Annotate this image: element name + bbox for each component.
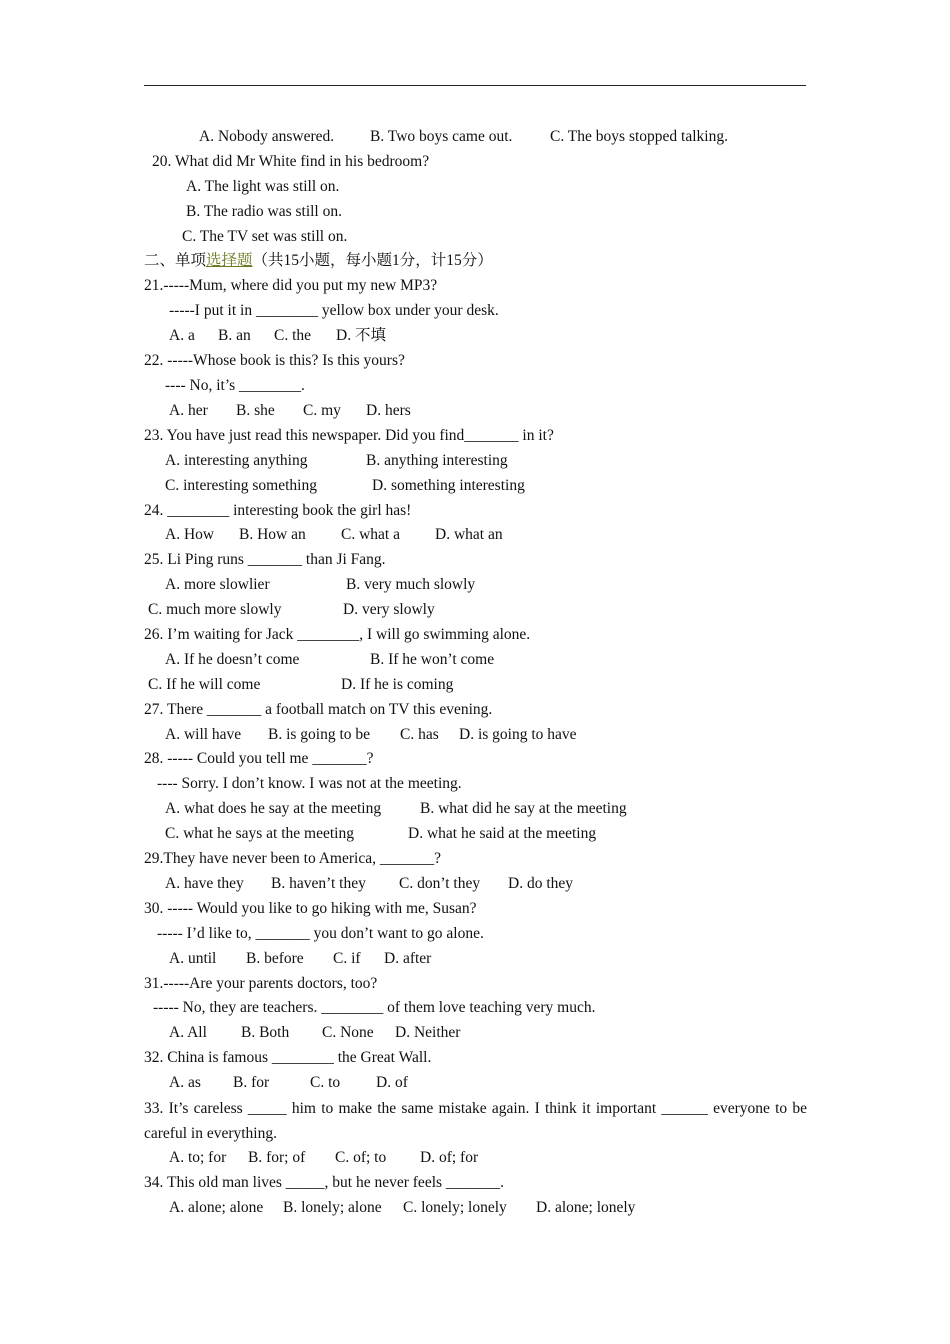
q25-option-c: C. much more slowly [148,601,282,618]
q33-option-a: A. to; for [169,1149,227,1166]
q19-option-c: C. The boys stopped talking. [550,128,728,145]
q29-option-a: A. have they [165,875,244,892]
q31-option-b: B. Both [241,1024,290,1041]
q20-question: 20. What did Mr White find in his bedroom? [152,153,430,170]
q22-option-a: A. her [169,402,208,419]
q22-option-d: D. hers [366,402,411,419]
q33-option-c: C. of; to [335,1149,387,1166]
q30-option-c: C. if [333,950,361,967]
q26-option-d: D. If he is coming [341,676,454,693]
q21-option-c: C. the [274,327,312,344]
q23-option-a: A. interesting anything [165,452,308,469]
q21-options [0,326,950,346]
q28-options-row1 [0,799,950,819]
q19-option-b: B. Two boys came out. [370,128,513,145]
q27-option-a: A. will have [165,726,242,743]
q24-line1: 24. ________ interesting book the girl has! [144,502,412,519]
q33-options [0,1148,950,1168]
q31-line2: ----- No, they are teachers. ________ of them love teaching very much. [153,999,596,1016]
q28-option-d: D. what he said at the meeting [408,825,597,842]
q28-line1: 28. ----- Could you tell me _______? [144,750,374,767]
q31-options [0,1023,950,1043]
q23-option-c: C. interesting something [165,477,317,494]
section-heading-suffix: （共15小题，每小题1分，计15分） [252,252,493,269]
q20-option-b: B. The radio was still on. [186,203,342,220]
q30-option-d: D. after [384,950,432,967]
q29-option-c: C. don’t they [399,875,481,892]
q25-options-row1 [0,575,950,595]
q29-line1: 29.They have never been to America, _______? [144,850,441,867]
q24-options [0,525,950,545]
header-rule [144,85,806,86]
q24-option-d: D. what an [435,526,503,543]
q32-option-d: D. of [376,1074,408,1091]
q22-line2: ---- No, it’s ________. [165,377,305,394]
q28-option-a: A. what does he say at the meeting [165,800,382,817]
q21-option-b: B. an [218,327,251,344]
q21-option-a: A. a [169,327,195,344]
q34-options [0,1198,950,1218]
q34-line1: 34. This old man lives _____, but he never feels _______. [144,1174,505,1191]
q33-text: 33. It’s careless _____ him to make the same mistake again. I think it important ______ everyone to be careful in everything. [144,1100,807,1142]
q26-option-c: C. If he will come [148,676,261,693]
q32-option-c: C. to [310,1074,341,1091]
q32-line1: 32. China is famous ________ the Great Wall. [144,1049,432,1066]
q31-line1: 31.-----Are your parents doctors, too? [144,975,378,992]
q23-options-row1 [0,451,950,471]
q34-option-b: B. lonely; alone [283,1199,382,1216]
q22-line1: 22. -----Whose book is this? Is this yours? [144,352,405,369]
q32-option-b: B. for [233,1074,270,1091]
q31-option-c: C. None [322,1024,374,1041]
q23-line1: 23. You have just read this newspaper. Did you find_______ in it? [144,427,554,444]
q29-option-d: D. do they [508,875,574,892]
q22-option-b: B. she [236,402,275,419]
q29-option-b: B. haven’t they [271,875,366,892]
q21-line1: 21.-----Mum, where did you put my new MP3? [144,277,438,294]
q27-option-d: D. is going to have [459,726,577,743]
section-heading-link[interactable]: 选择题 [206,252,253,269]
q34-option-c: C. lonely; lonely [403,1199,507,1216]
q33-option-b: B. for; of [248,1149,306,1166]
q26-option-b: B. If he won’t come [370,651,495,668]
q19-options [0,127,950,147]
section-heading-prefix: 二、单项 [144,252,207,269]
q22-options [0,401,950,421]
q21-line2: -----I put it in ________ yellow box under your desk. [169,302,499,319]
q32-option-a: A. as [169,1074,201,1091]
q28-option-c: C. what he says at the meeting [165,825,354,842]
q28-line2: ---- Sorry. I don’t know. I was not at the meeting. [157,775,462,792]
q25-option-a: A. more slowlier [165,576,270,593]
q21-option-d: D. 不填 [336,327,386,344]
q20-option-a: A. The light was still on. [186,178,340,195]
q30-line2: ----- I’d like to, _______ you don’t want to go alone. [157,925,484,942]
q27-options [0,725,950,745]
q25-options-row2 [0,600,950,620]
q19-option-a: A. Nobody answered. [199,128,335,145]
q23-option-d: D. something interesting [372,477,525,494]
q30-options [0,949,950,969]
q24-option-b: B. How an [239,526,306,543]
q27-option-c: C. has [400,726,439,743]
q27-option-b: B. is going to be [268,726,371,743]
q34-option-a: A. alone; alone [169,1199,264,1216]
q25-line1: 25. Li Ping runs _______ than Ji Fang. [144,551,386,568]
section-heading [144,251,493,271]
q24-option-a: A. How [165,526,215,543]
q28-option-b: B. what did he say at the meeting [420,800,627,817]
q27-line1: 27. There _______ a football match on TV this evening. [144,701,493,718]
q23-option-b: B. anything interesting [366,452,508,469]
q32-options [0,1073,950,1093]
q26-options-row1 [0,650,950,670]
q34-option-d: D. alone; lonely [536,1199,636,1216]
q26-options-row2 [0,675,950,695]
q25-option-d: D. very slowly [343,601,435,618]
q28-options-row2 [0,824,950,844]
q33-option-d: D. of; for [420,1149,479,1166]
q26-line1: 26. I’m waiting for Jack ________, I will go swimming alone. [144,626,531,643]
q29-options [0,874,950,894]
q24-option-c: C. what a [341,526,400,543]
q22-option-c: C. my [303,402,341,419]
q26-option-a: A. If he doesn’t come [165,651,300,668]
q30-option-a: A. until [169,950,217,967]
q30-option-b: B. before [246,950,304,967]
q30-line1: 30. ----- Would you like to go hiking with me, Susan? [144,900,477,917]
q23-options-row2 [0,476,950,496]
q31-option-d: D. Neither [395,1024,461,1041]
q25-option-b: B. very much slowly [346,576,476,593]
q31-option-a: A. All [169,1024,207,1041]
q20-option-c: C. The TV set was still on. [182,228,348,245]
